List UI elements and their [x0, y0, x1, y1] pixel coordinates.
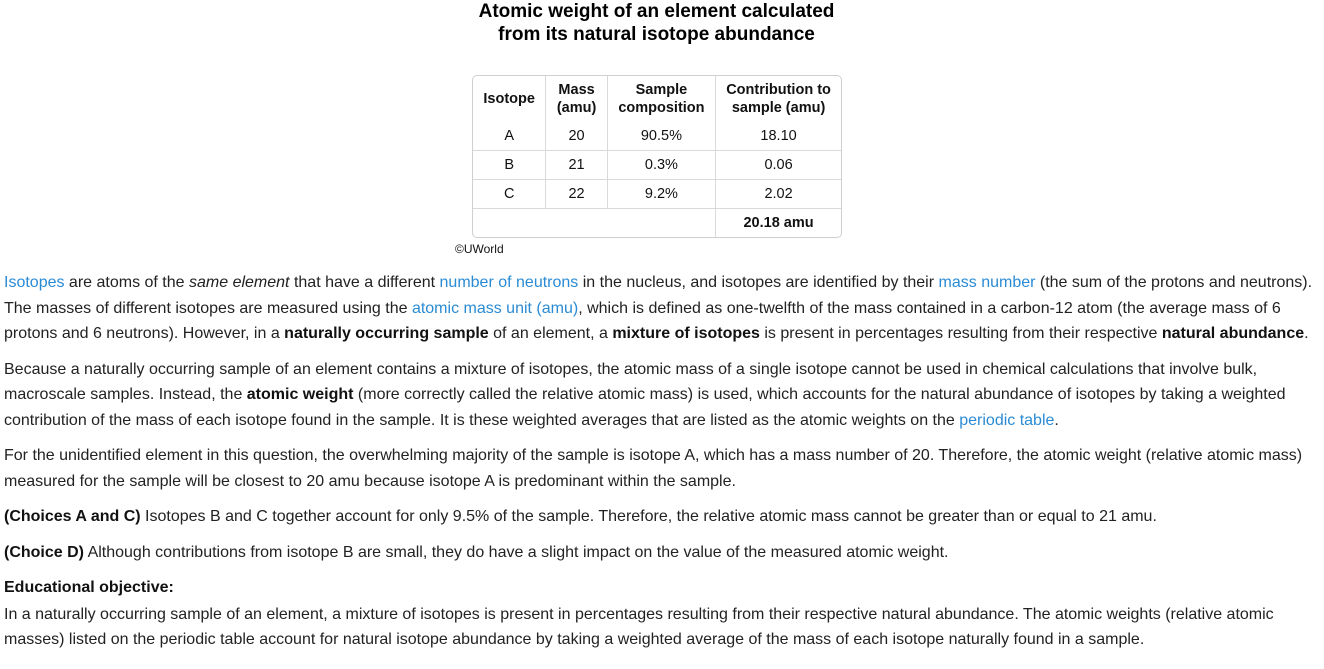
link-atomic-mass-unit[interactable]: atomic mass unit (amu) — [411, 299, 579, 317]
cell-mass: 21 — [546, 151, 607, 180]
cell-contribution: 0.06 — [716, 151, 841, 180]
link-isotopes[interactable]: Isotopes — [4, 274, 65, 291]
paragraph-unidentified-element: For the unidentified element in this question, the overwhelming majority of the sample is isotope A, which has a mass number of 20. Therefore, the atomic weight (relative atomic mass) measured for the sample will be closest to 20 amu because isotope A is predominant within the sample. — [4, 447, 1303, 490]
cell-contribution: 2.02 — [716, 180, 841, 209]
table-header-row — [473, 76, 841, 122]
cell-isotope: B — [473, 151, 546, 180]
isotope-table — [472, 75, 842, 238]
table-total-row — [473, 209, 841, 237]
cell-isotope: A — [473, 122, 546, 151]
link-periodic-table[interactable]: periodic table — [959, 411, 1055, 429]
paragraph-atomic-weight: Because a naturally occurring sample of an element contains a mixture of isotopes, the atomic mass of a single isotope cannot be used in chemical calculations that involve bulk, macroscale samples. Instead, the atomic weight (more correctly called the relative atomic mass) is used, which accounts for the natural abundance of isotopes by taking a weighted contribution of the mass of each isotope found in the sample. It is these weighted averages that are listed as the atomic weights on the periodic table. — [4, 360, 1286, 429]
paragraph-isotopes: Isotopes are atoms of the same element that have a different number of neutrons in the nucleus, and isotopes are identified by their mass number (the sum of the protons and neutrons). The masses of different isotopes are measured using the atomic mass unit (amu), which is defined as one-twelfth of the mass contained in a carbon-12 atom (the average mass of 6 protons and 6 neutrons). However, in a naturally occurring sample of an element, a mixture of isotopes is present in percentages resulting from their respective natural abundance. — [4, 274, 1313, 342]
educational-objective-text: In a naturally occurring sample of an element, a mixture of isotopes is present in percentages resulting from their respective natural abundance. The atomic weights (relative atomic masses) listed on the periodic table account for natural isotope abundance by taking a weighted average of the mass of each isotope naturally found in a sample. — [4, 605, 1274, 648]
figure-title-line1: Atomic weight of an element calculated — [478, 1, 835, 22]
table-row — [473, 180, 841, 209]
cell-total: 20.18 amu — [743, 215, 814, 231]
cell-composition: 90.5% — [608, 122, 716, 151]
educational-objective-heading: Educational objective: — [4, 579, 174, 596]
table-row — [473, 122, 841, 151]
cell-mass: 22 — [546, 180, 607, 209]
copyright-label: ©UWorld — [455, 242, 504, 256]
figure-title — [0, 0, 1313, 46]
explanation-body — [4, 270, 1324, 663]
total-spacer — [473, 209, 716, 237]
cell-composition: 0.3% — [608, 151, 716, 180]
header-composition: Sample composition — [608, 76, 716, 122]
cell-contribution: 18.10 — [716, 122, 841, 151]
link-number-of-neutrons[interactable]: number of neutrons — [439, 274, 579, 291]
cell-isotope: C — [473, 180, 546, 209]
cell-composition: 9.2% — [608, 180, 716, 209]
header-mass: Mass (amu) — [546, 76, 607, 122]
link-mass-number[interactable]: mass number — [938, 274, 1036, 291]
header-contribution: Contribution to sample (amu) — [726, 82, 831, 116]
figure-title-line2: from its natural isotope abundance — [498, 24, 815, 45]
paragraph-choice-d: (Choice D) Although contributions from isotope B are small, they do have a slight impact on the value of the measured atomic weight. — [4, 543, 949, 561]
cell-mass: 20 — [546, 122, 607, 151]
paragraph-choices-a-c: (Choices A and C) Isotopes B and C together account for only 9.5% of the sample. Therefore, the relative atomic mass cannot be greater than or equal to 21 amu. — [4, 508, 1157, 525]
header-isotope: Isotope — [473, 76, 546, 122]
table-row — [473, 151, 841, 180]
